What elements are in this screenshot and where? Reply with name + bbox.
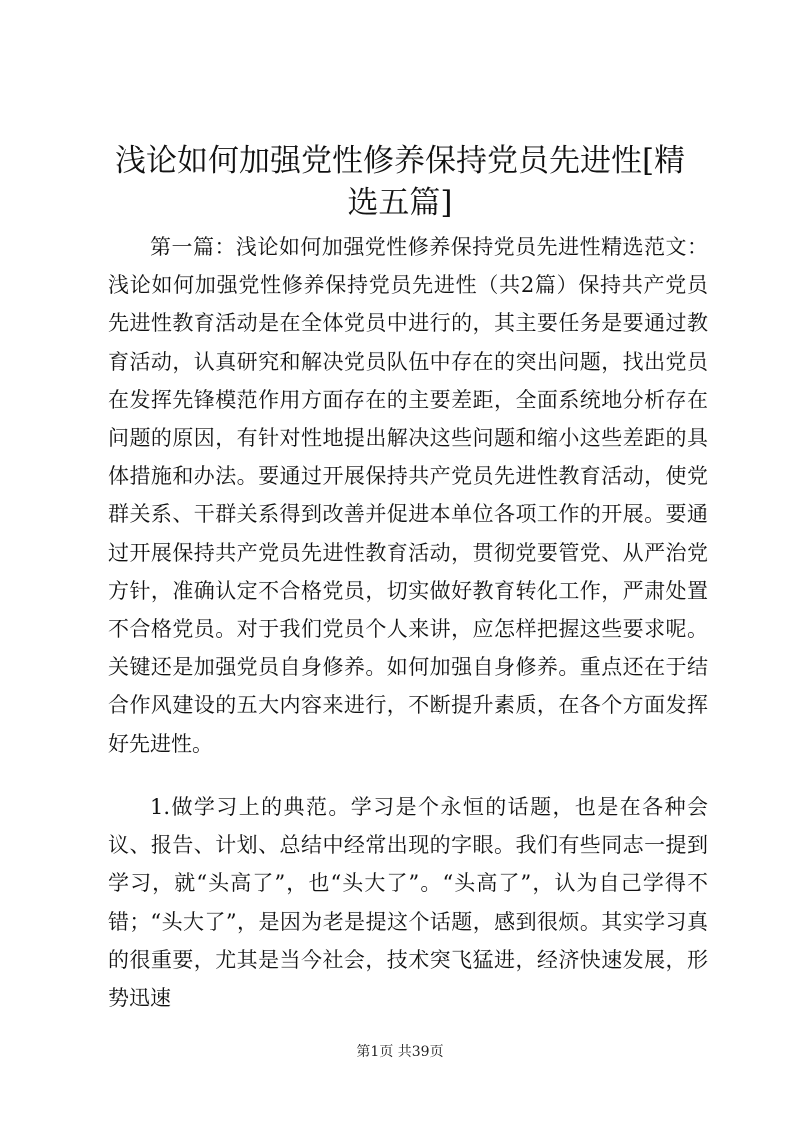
page-title: 浅论如何加强党性修养保持党员先进性[精选五篇] xyxy=(114,143,686,221)
paragraph-intro: 第一篇：浅论如何加强党性修养保持党员先进性精选范文：浅论如何加强党性修养保持党员先进性（共2篇）保持共产党员先进性教育活动是在全体党员中进行的，其主要任务是要通过教育活动，认真研究和解决党员队伍中存在的突出问题，找出党员在发挥先锋模范作用方面存在的主要差距，全面系统地分析存在问题的原因，有针对性地提出解决这些问题和缩小这些差距的具体措施和办法。要通过开展保持共产党员先进性教育活动，使党群关系、干群关系得到改善并促进本单位各项工作的开展。要通过开展保持共产党员先进性教育活动，贯彻党要管党、从严治党方针，准确认定不合格党员，切实做好教育转化工作，严肃处置不合格党员。对于我们党员个人来讲，应怎样把握这些要求呢。关键还是加强党员自身修养。如何加强自身修养。重点还在于结合作风建设的五大内容来进行，不断提升素质，在各个方面发挥好先进性。 xyxy=(108,235,708,756)
paragraph-study-model: 1.做学习上的典范。学习是个永恒的话题，也是在各种会议、报告、计划、总结中经常出现的字眼。我们有些同志一提到学习，就“头高了”，也“头大了”。“头高了”，认为自己学得不错；“头大了”，是因为老是提这个话题，感到很烦。其实学习真的很重要，尤其是当今社会，技术突飞猛进，经济快速发展，形势迅速 xyxy=(108,795,708,1011)
page-number-footer: 第1页 共39页 xyxy=(356,1044,444,1060)
